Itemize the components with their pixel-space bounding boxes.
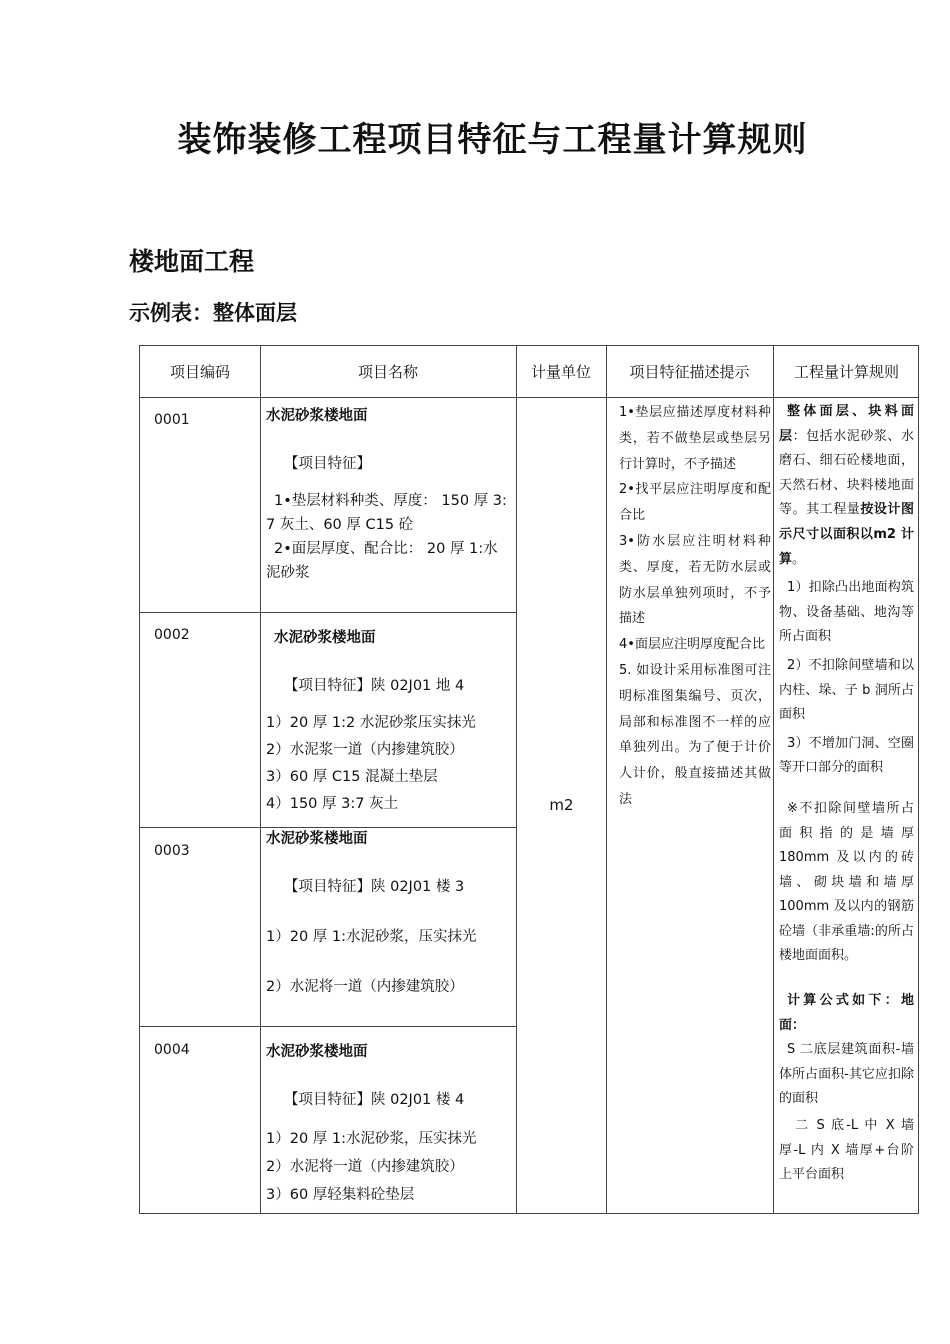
- row-feature-line: 1）20 厚 1:水泥砂浆，压实抹光: [266, 929, 477, 945]
- row-feature-line: 泥砂浆: [266, 565, 310, 581]
- measurement-unit: m2: [549, 796, 574, 814]
- formula-line: S 二底层建筑面积-墙体所占面积-其它应扣除的面积: [779, 1042, 914, 1107]
- document-title: 装饰装修工程项目特征与工程量计算规则: [177, 120, 808, 160]
- header-code: 项目编码: [169, 363, 230, 381]
- note-item: 1•垫层应描述厚度材料种类，若不做垫层或垫层另行计算时，不予描述: [619, 405, 771, 472]
- row-name: 水泥砂浆楼地面: [266, 408, 368, 424]
- row-feature-line: 1•垫层材料种类、厚度： 150 厚 3:: [274, 493, 507, 509]
- column-divider: [516, 346, 517, 1213]
- row-feature-line: 2）水泥将一道（内掺建筑胶）: [266, 979, 464, 995]
- rules-intro-bold: 按设计图示尺寸以面积以m2 计算: [779, 502, 914, 567]
- row-divider: [140, 1026, 517, 1027]
- table-row: [266, 406, 514, 611]
- column-divider: [773, 346, 774, 1213]
- note-item: 5. 如设计采用标准图可注明标准图集编号、页次，局部和标准图不一样的应单独列出。为了便于计价人计价，般直接描述其做法: [619, 662, 771, 807]
- header-unit: 计量单位: [530, 363, 591, 381]
- row-name: 水泥砂浆楼地面: [266, 1044, 368, 1060]
- header-features: 项目特征描述提示: [629, 363, 750, 381]
- note-item: 4•面层应注明厚度配合比: [619, 637, 765, 653]
- header-divider: [140, 397, 918, 398]
- table-row: [266, 1042, 514, 1212]
- table-row: [266, 628, 514, 826]
- rules-intro-bold: 整体面层、块料面层: [779, 404, 914, 444]
- row-feature-line: 1）20 厚 1:水泥砂浆，压实抹光: [266, 1131, 477, 1147]
- row-feature-line: 【项目特征】: [284, 456, 371, 472]
- row-feature-line: 2）水泥浆一道（内掺建筑胶）: [266, 742, 464, 758]
- row-feature-line: 3）60 厚轻集料砼垫层: [266, 1187, 415, 1203]
- rules-item: 2）不扣除间壁墙和以内柱、垛、子 b 洞所占面积: [779, 657, 914, 723]
- row-code: 0001: [154, 412, 190, 428]
- row-feature-line: 3）60 厚 C15 混凝土垫层: [266, 769, 438, 785]
- rules-item: 3）不增加门洞、空圈等开口部分的面积: [779, 735, 914, 776]
- row-code: 0003: [154, 843, 190, 859]
- row-feature-line: 【项目特征】陕 02J01 楼 3: [284, 879, 465, 895]
- row-feature-line: 【项目特征】陕 02J01 楼 4: [284, 1092, 465, 1108]
- calculation-rules: [779, 400, 914, 1188]
- row-code: 0004: [154, 1042, 190, 1058]
- row-feature-line: 4）150 厚 3:7 灰土: [266, 796, 399, 812]
- row-divider: [140, 827, 517, 828]
- row-feature-line: 1）20 厚 1:2 水泥砂浆压实抹光: [266, 715, 476, 731]
- rules-intro: ：包括水泥砂浆、水磨石、细石砼楼地面，天然石材、块料楼地面等。其工程量: [779, 428, 914, 518]
- feature-notes: [619, 400, 771, 813]
- rules-intro-end: 。: [792, 551, 806, 567]
- header-rules: 工程量计算规则: [793, 363, 899, 381]
- row-name: 水泥砂浆楼地面: [274, 630, 376, 646]
- table-caption: 示例表：整体面层: [129, 301, 297, 325]
- header-name: 项目名称: [357, 363, 418, 381]
- section-title: 楼地面工程: [129, 247, 255, 276]
- row-name: 水泥砂浆楼地面: [266, 831, 368, 847]
- rules-note: ※不扣除间壁墙所占面积指的是墙厚180mm 及以内的砖墙、砌块墙和墙厚100mm 及以内的钢筋砼墙（非承重墙:的所占楼地面面积。: [779, 800, 914, 964]
- quantity-rules-table: [139, 345, 919, 1214]
- note-item: 2•找平层应注明厚度和配合比: [619, 482, 771, 524]
- table-row: [266, 829, 514, 1025]
- row-feature-line: 2•面层厚度、配合比： 20 厚 1:水: [274, 541, 498, 557]
- row-feature-line: 【项目特征】陕 02J01 地 4: [284, 678, 465, 694]
- column-divider: [260, 346, 261, 1213]
- row-feature-line: 2）水泥将一道（内掺建筑胶）: [266, 1159, 464, 1175]
- note-item: 3•防水层应注明材料种类、厚度，若无防水层或防水层单独列项时，不予描述: [619, 533, 771, 627]
- row-feature-line: 7 灰土、60 厚 C15 砼: [266, 517, 414, 533]
- rules-item: 1）扣除凸出地面构筑物、设备基础、地沟等所占面积: [779, 580, 914, 645]
- row-code: 0002: [154, 627, 190, 643]
- column-divider: [606, 346, 607, 1213]
- formula-label: 计算公式如下：地面：: [779, 993, 914, 1033]
- row-divider: [140, 612, 517, 613]
- formula-line: 二 S 底-L 中 X 墙厚-L 内 X 墙厚+台阶上平台面积: [779, 1118, 914, 1183]
